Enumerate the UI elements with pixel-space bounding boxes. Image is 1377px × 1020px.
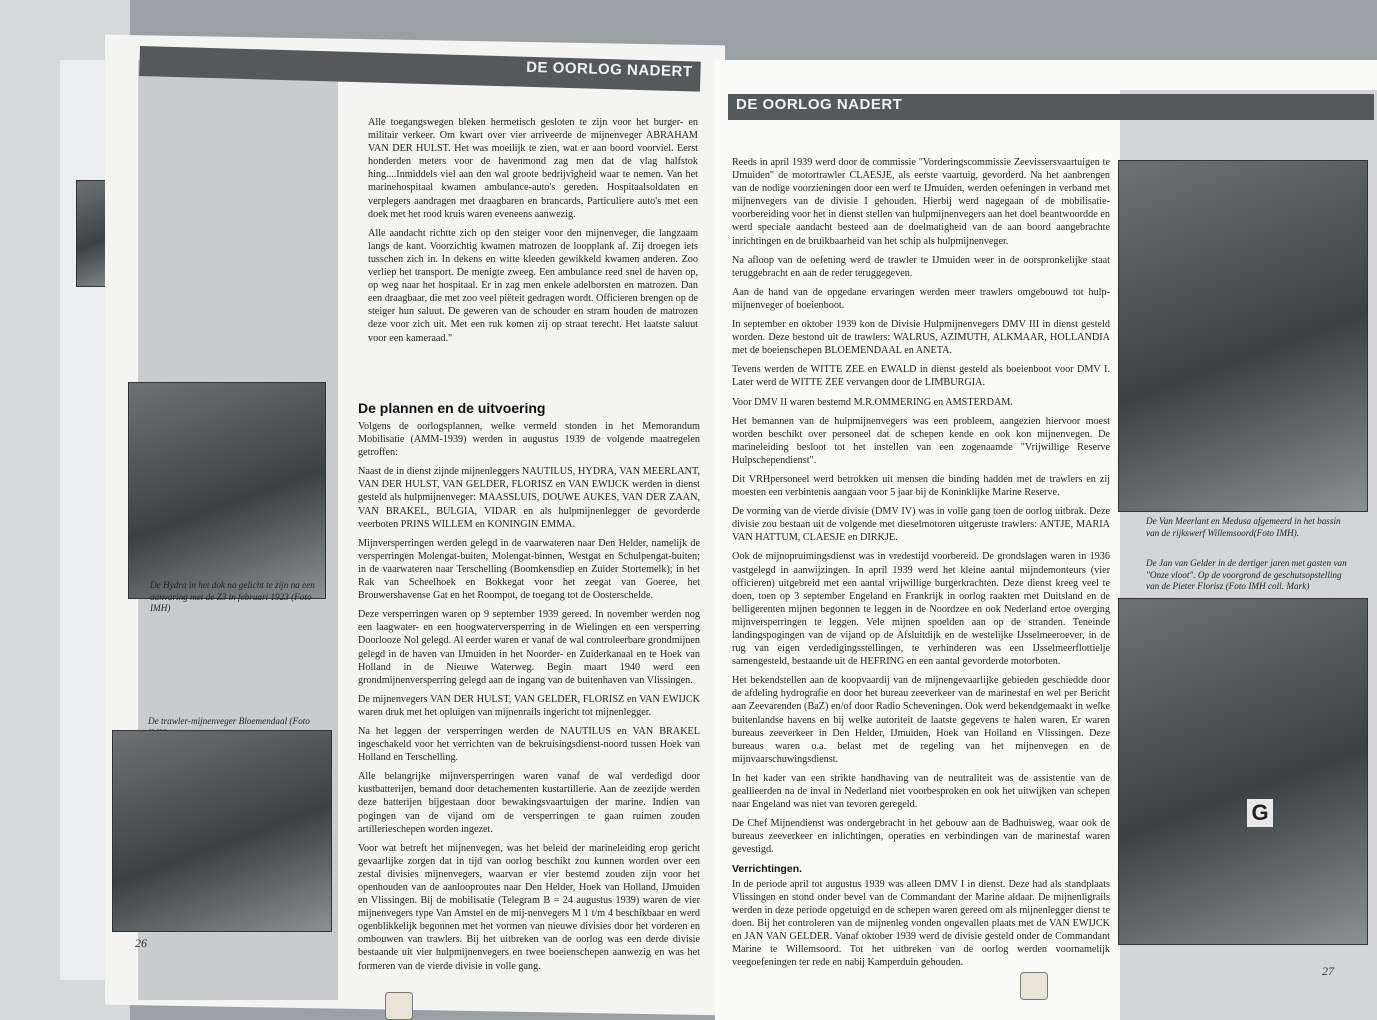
- jan-van-gelder-photo-caption: De Jan van Gelder in de dertiger jaren met gasten van "Onze vloot". Op de voorgrond de geschutsopstelling van de Pieter Florisz (Foto IMH coll. Mark): [1146, 558, 1347, 591]
- hydra-dock-photo: [128, 382, 326, 599]
- body-paragraph: Deze versperringen waren op 9 september 1939 gereed. In november werden nog een laagwater- en een hoogwaterversperring in de Wielingen en een versperring Doorlooze Nol gelegd. Al eerder waren er vanaf de wal controleerbare grondmijnen gelegd in de haven van IJmuiden in het Noorder- en Zuiderkanaal en te Hoek van Holland in de Nieuwe Waterweg. Begin maart 1940 werd een grondmijnenversperring gelegd aan de ingang van de buitenhaven van Vlissingen.: [358, 609, 700, 686]
- body-paragraph: In september en oktober 1939 kon de Divisie Hulpmijnenvegers DMV III in dienst gesteld worden. Deze bestond uit de trawlers: WALRUS, AZIMUTH, ALKMAAR, HOLLANDIA met de boeienschepen BLOEMENDAAL en ANETA.: [732, 319, 1110, 357]
- right-page-number: 27: [1322, 964, 1334, 978]
- body-paragraph: Na het leggen der versperringen werden de NAUTILUS en VAN BRAKEL ingeschakeld voor het verrichten van de bekruisingsdienst-noord tussen Hoek van Holland en Terschelling.: [358, 725, 700, 764]
- left-page-header: DE OORLOG NADERT: [139, 46, 701, 92]
- body-paragraph: Volgens de oorlogsplannen, welke vermeld stonden in het Memorandum Mobilisatie (AMM-1939) werden in augustus 1939 de volgende maatregelen getroffen:: [358, 421, 700, 459]
- van-meerlant-photo-caption: De Van Meerlant en Medusa afgemeerd in het bassin van de rijkswerf Willemsoord(Foto IMH).: [1146, 516, 1341, 538]
- body-paragraph: Voor wat betreft het mijnenvegen, was het beleid der marineleiding erop gericht gevaarlijke zorgen dat in tijd van oorlog beschikt zou kunnen worden over een zestal divisies mijnenvegers, waarvan er vier bestemd zouden zijn voor het openhouden van de aanlooproutes naar Den Helder, Hoek van Holland, IJmuiden en Vlissingen. Bij de mobilisatie (Telegram B = 24 augustus 1939) waren de vier mijnenvegers type Van Amstel en de mij-nenvegers M 1 t/m 4 beschikbaar en werd ogenblikkelijk begonnen met het vormen van nieuwe divisies door het vorderen en ombouwen van trawlers. Bij het uitbreken van de oorlog was een derde divisie bestaande uit vier hulpmijnenvegers en twee boeienschepen aanwezig en was het formeren van de vierde divisie in volle gang.: [358, 842, 700, 972]
- body-paragraph: Dit VRHpersoneel werd betrokken uit mensen die binding hadden met de trawlers en zij moesten een verbintenis aangaan voor 5 jaar bij de Koninklijke Marine Reserve.: [732, 473, 1110, 499]
- body-paragraph: Het bemannen van de hulpmijnenvegers was een probleem, aangezien hiervoor moest worden beschikt over personeel dat de schepen kende en ook kon mijnenvegen. De marineleiding besloot tot het instellen van een zogenaamde "Vrijwillige Reserve Hulpschependienst".: [732, 415, 1110, 466]
- bloemendaal-photo: [112, 730, 332, 932]
- intro-paragraph: Alle aandacht richtte zich op den steiger voor den mijnenveger, die langzaam langs de kant. Voorzichtig kwamen matrozen de loopplank af. Zij droegen iets tusschen zich in. In dekens en witte kleeden gewikkeld kwamen anderen. Zoo verliep het transport. De menigte zweeg. Een ambulance reed snel de haven op, op weg naar het hospitaal. Er in zag men enkele adelborsten en matrozen. Dan een draagbaar, die met zoo veel piëteit gedragen wordt. Officieren brengen op de steiger hun saluut. De geweren van de schouder en stram houden de matrozen deze voor zich uit. Met een ruk komen zij op straat terecht. Het laatste saluut voor een kameraad.": [368, 227, 698, 344]
- body-paragraph: Na afloop van de oefening werd de trawler te IJmuiden weer in de oorspronkelijke staat teruggebracht en aan de reder teruggegeven.: [732, 254, 1110, 279]
- right-body: [732, 156, 1110, 975]
- body-paragraph: De mijnenvegers VAN DER HULST, VAN GELDER, FLORISZ en VAN EWIJCK waren druk met het opluigen van mijnenrails ingericht tot mijnenlegger.: [358, 693, 700, 718]
- right-page-header: DE OORLOG NADERT: [728, 94, 1374, 120]
- body-paragraph: Aan de hand van de opgedane ervaringen werden meer trawlers omgebouwd tot hulp-mijnenveger of boeienboot.: [732, 286, 1110, 311]
- body-paragraph: De vorming van de vierde divisie (DMV IV) was in volle gang toen de oorlog uitbrak. Deze divisie zou bestaan uit de volgende met dieselmotoren uitgeruste trawlers: ANTJE, MARIA VAN HATTUM, CLAESJE en DIRKJE.: [732, 506, 1110, 544]
- body-paragraph: De Chef Mijnendienst was ondergebracht in het gebouw aan de Badhuisweg, waar ook de bureaus zeeverkeer en inlichtingen, operaties en verbindingen van de marinestaf waren gevestigd.: [732, 818, 1110, 856]
- body-paragraph: Het bekendstellen aan de koopvaardij van de mijnengevaarlijke gebieden geschiedde door de afdeling hydrografie en door het bureau zeeverkeer van de marinestaf en wel per Bericht aan Zeevarenden (BaZ) en/of door Radio Scheveningen. Ook werd bekendgemaakt in welke buitenlandse havens en bij welke autoriteit de laatste gegevens te halen waren. Er waren bureaus zeeverkeer in Den Helder, IJmuiden, Hoek van Holland en Vlissingen. Deze bureaus waren o.a. belast met de regeling van het mijnenvegen en de mijnvaarschuwingsdienst.: [732, 675, 1110, 765]
- hydra-photo-caption: De Hydra in het dok na gelicht te zijn na een aanvaring met de Z3 in februari 1923 (Foto IMH): [150, 580, 315, 613]
- body-paragraph: Voor DMV II waren bestemd M.R.OMMERING en AMSTERDAM.: [732, 396, 1013, 408]
- body-paragraph: Alle belangrijke mijnversperringen waren vanaf de wal verdedigd door kustbatterijen, bemand door detachementen kustartillerie. Aan de zeezijde werden deze batterijen bijgestaan door bewakingsvaartuigen der marine. Indien van pogingen van de vijand om de versperringen te gaan ruimen zouden artillerieschepen worden ingezet.: [358, 771, 700, 835]
- body-paragraph: Tevens werden de WITTE ZEE en EWALD in dienst gesteld als boeienboot voor DMV I. Later werd de WITTE ZEE vervangen door de LIMBURGIA.: [732, 364, 1110, 389]
- intro-paragraph: Alle toegangswegen bleken hermetisch gesloten te zijn voor het burger- en militair verkeer. Om kwart over vier arriveerde de mijnenveger ABRAHAM VAN DER HULST. Het was moeilijk te zien, wat er aan boord voorviel. Eerst honderden meters voor de havenmond zag men dat de vlag halfstok hing....Inmiddels viel aan den wal groote bedrijvigheid waar te nemen. Van het marinehospitaal kwamen ambulance-auto's gereden. Hospitaalsoldaten en verplegers aandragen met draagbaren en brancards. Particuliere auto's met een doek met het rood kruis waren eveneens aanwezig.: [368, 117, 698, 220]
- left-body: [358, 420, 700, 979]
- jan-van-gelder-photo: [1118, 598, 1368, 945]
- van-meerlant-medusa-photo: [1118, 160, 1368, 512]
- navy-emblem-icon: [385, 992, 413, 1020]
- navy-emblem-icon: [1020, 972, 1048, 1000]
- body-paragraph: In het kader van een strikte handhaving van de neutraliteit was de assistentie van de geallieerden na de inval in Nederland niet voorbesproken en ook het uitwijken van schepen naar Engeland was niet van tevoren geregeld.: [732, 772, 1110, 811]
- left-page-number: 26: [135, 936, 147, 950]
- body-paragraph: Mijnversperringen werden gelegd in de vaarwateren naar Den Helder, namelijk de versperringen Molengat-buiten, Molengat-binnen, Westgat en Schulpengat-buiten; in de vaarwateren naar Terschelling (Boomkensdiep en Zuider Stortemelk); in het Rak van Scheelhoek en Bokkegat voor het zeegat van Goeree, het Brouwershavense Gat en het Roompot, de toegang tot de Oosterschelde.: [358, 537, 700, 602]
- body-paragraph: Naast de in dienst zijnde mijnenleggers NAUTILUS, HYDRA, VAN MEERLANT, VAN DER HULST, VAN GELDER, FLORISZ en VAN EWIJCK werden in dienst gesteld als hulpmijnenveger: MAASSLUIS, DOUWE AUKES, VAN DER ZAAN, VAN BRAKEL, BULGIA, VIDAR en als hulpmijnenlegger de gevorderde veerboten PRINS WILLEM en KONINGIN EMMA.: [358, 466, 700, 530]
- left-intro-quote: [368, 116, 698, 351]
- body-paragraph: Reeds in april 1939 werd door de commissie "Vorderingscommissie Zeevissersvaartuigen te IJmuiden" de motortrawler CLAESJE, als eerste vaartuig, gevorderd. Na het aanbrengen van de nodige voorzieningen door een werf te IJmuiden, werden oefeningen in verband met mijnenvegers van de divisie I gehouden. Hierbij werd nagegaan of de mobilisatie-voorbereiding voor het in dienst stellen van hulpmijnenvegers aan het doel beantwoordde en werd speciale aandacht besteed aan de doelmatigheid van de aan boord aangebrachte inrichtingen en de bruikbaarheid van het schip als hulpmijnenveger.: [732, 157, 1110, 247]
- body-paragraph: In de periode april tot augustus 1939 was alleen DMV I in dienst. Deze had als standplaats Vlissingen en stond onder bevel van de Commandant der Marine aldaar. De mijnenligrails werden in deze periode opgetuigd en de schepen waren gereed om als mijnenlegger dienst te doen. Bij het controleren van de mijnenleg vonden ongevallen plaats met de VAN EWIJCK en JAN VAN GELDER. Vanaf oktober 1939 werd de divisie gesteld onder de Commandant Marine te Willemsoord. Tot het uitbreken van de oorlog werden voornamelijk veegoefeningen ter rede en nabij Kamperduin gehouden.: [732, 878, 1110, 969]
- section-title: De plannen en de uitvoering: [358, 400, 546, 416]
- body-paragraph: Ook de mijnopruimingsdienst was in vredestijd voorbereid. De grondslagen waren in 1936 vastgelegd in aanwijzingen. In april 1939 werd het kleine aantal mijndemonteurs (vier officieren) uitgebreid met een aantal vrijwillige burgerkrachten. Deze dienst kreeg veel te doen, toen op 3 september Engeland en Frankrijk in oorlog raakten met Duitsland en de belligerenten mijnen begonnen te leggen in de Noordzee en ook Nederland ertoe overging mijnversperringen te leggen. Vele mijnen spoelden aan op de stranden. Teneinde landingspogingen van de vijand op de Afsluitdijk en de westelijke IJsselmeeroever, in de rug van eigen verdedigingsstellingen, te verhinderen was een IJsselmeerflottielje samengesteld, bestaande uit de HEFRING en een aantal gevorderde motorboten.: [732, 551, 1110, 668]
- hull-letter: G: [1247, 799, 1273, 827]
- subsection-title: Verrichtingen.: [732, 862, 803, 875]
- bloemendaal-photo-caption: De trawler-mijnenveger Bloemendaal (Foto: [148, 716, 310, 726]
